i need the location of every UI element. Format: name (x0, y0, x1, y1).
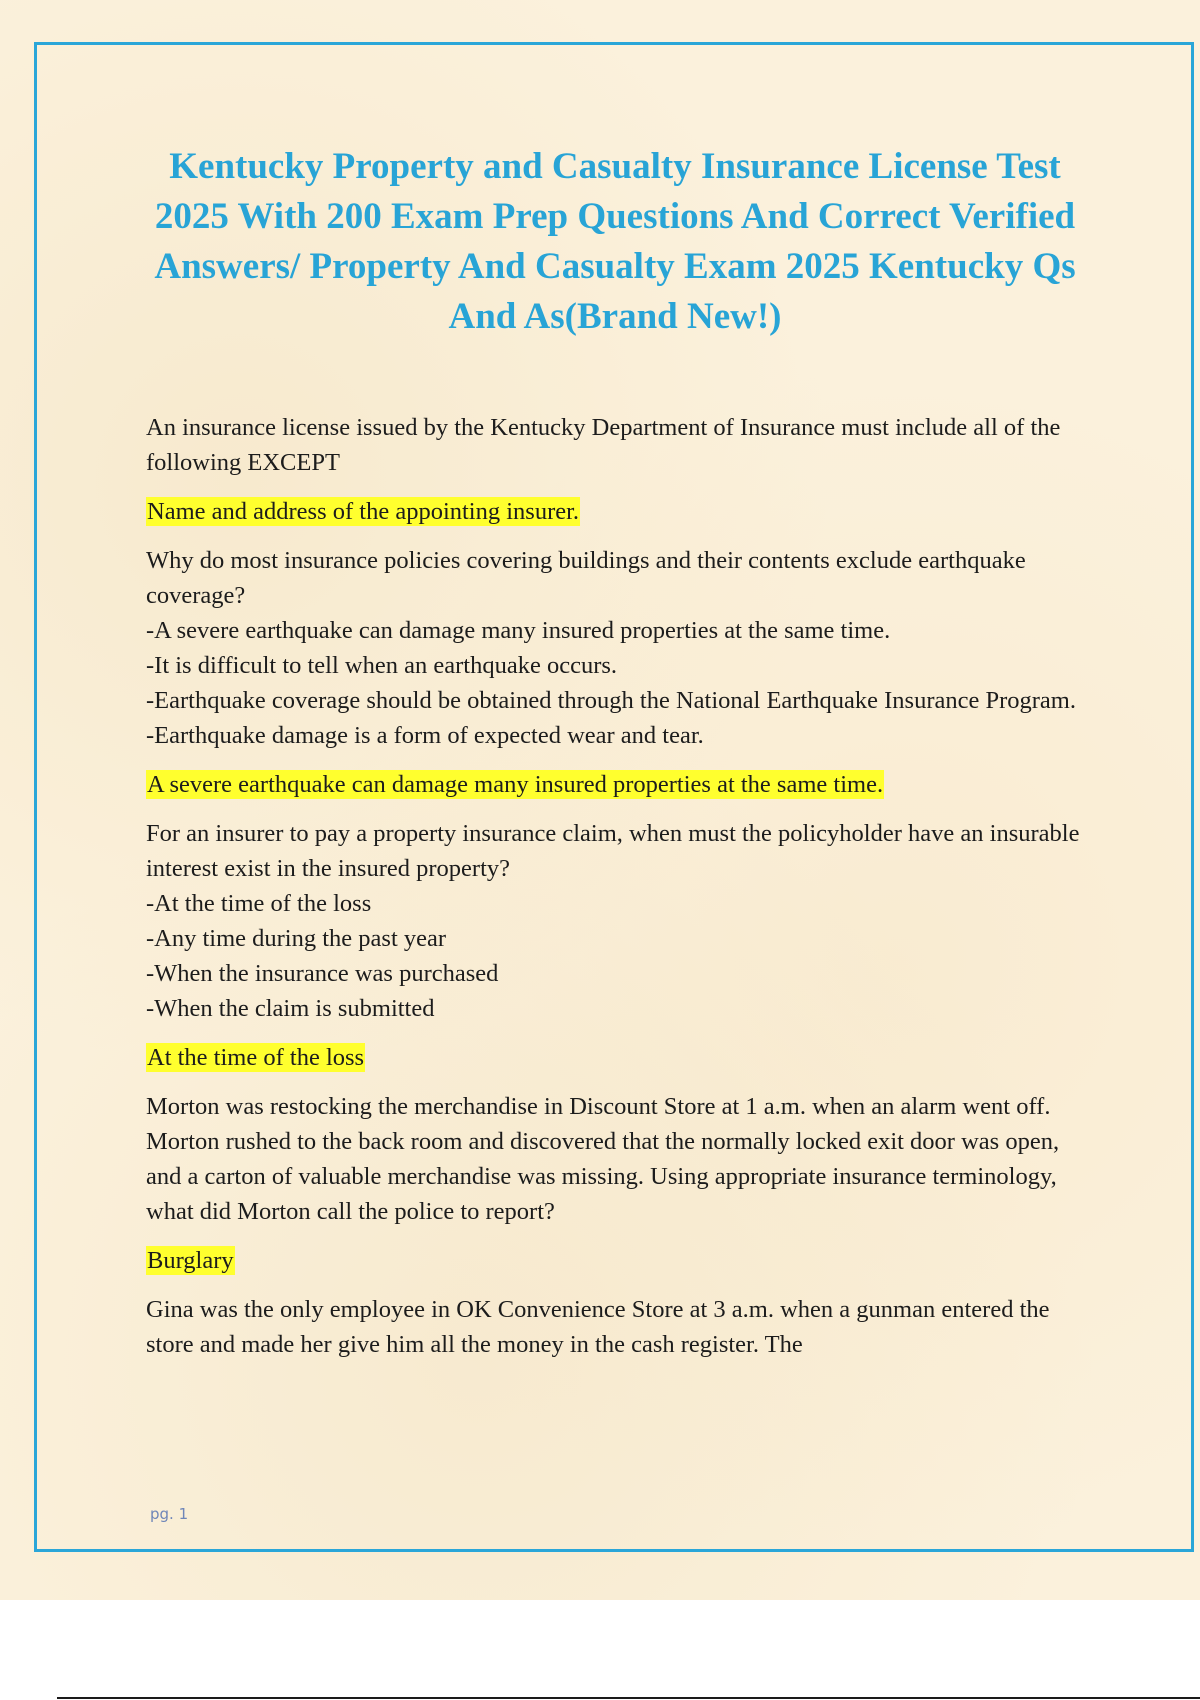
option-line: -Earthquake coverage should be obtained through the National Earthquake Insurance Program. (146, 687, 1076, 714)
question-4 (146, 1089, 1086, 1229)
option-line: -When the insurance was purchased (146, 960, 499, 987)
option-line: -At the time of the loss (146, 890, 372, 917)
page-divider (57, 1697, 1200, 1699)
highlighted-answer: Name and address of the appointing insurer. (147, 498, 580, 525)
question-text: Gina was the only employee in OK Convenience Store at 3 a.m. when a gunman entered the store and made her give him all the money in the cash register. The (146, 1296, 1050, 1358)
answer-4 (146, 1243, 1086, 1278)
question-text: An insurance license issued by the Kentucky Department of Insurance must include all of the following EXCEPT (146, 414, 1061, 476)
question-5 (146, 1292, 1086, 1362)
question-text: For an insurer to pay a property insurance claim, when must the policyholder have an insurable interest exist in the insured property? (146, 820, 1080, 882)
option-line: -It is difficult to tell when an earthquake occurs. (146, 652, 618, 679)
highlighted-answer: A severe earthquake can damage many insured properties at the same time. (147, 771, 884, 798)
answer-3 (146, 1040, 1086, 1075)
question-text: Morton was restocking the merchandise in Discount Store at 1 a.m. when an alarm went off. Morton rushed to the back room and discovered that the normally locked exit door was open, and a carton of valuable merchandise was missing. Using appropriate insurance terminology, what did Morton call the police to report? (146, 1093, 1060, 1225)
highlighted-answer: Burglary (147, 1247, 234, 1274)
option-line: -When the claim is submitted (146, 995, 435, 1022)
question-text: Why do most insurance policies covering buildings and their contents exclude earthquake coverage? (146, 547, 1026, 609)
answer-2 (146, 767, 1086, 802)
question-3 (146, 816, 1086, 1026)
highlighted-answer: At the time of the loss (147, 1044, 365, 1071)
document-title: Kentucky Property and Casualty Insurance License Test 2025 With 200 Exam Prep Questions And Correct Verified Answers/ Property And Casualty Exam 2025 Kentucky Qs And As(Brand New!) (154, 146, 1076, 337)
qa-content (146, 410, 1086, 1376)
question-1 (146, 410, 1086, 480)
answer-1 (146, 494, 1086, 529)
page-number: pg. 1 (150, 1505, 189, 1523)
option-line: -Any time during the past year (146, 925, 447, 952)
option-line: -A severe earthquake can damage many insured properties at the same time. (146, 617, 891, 644)
option-line: -Earthquake damage is a form of expected wear and tear. (146, 722, 704, 749)
question-2 (146, 543, 1086, 753)
